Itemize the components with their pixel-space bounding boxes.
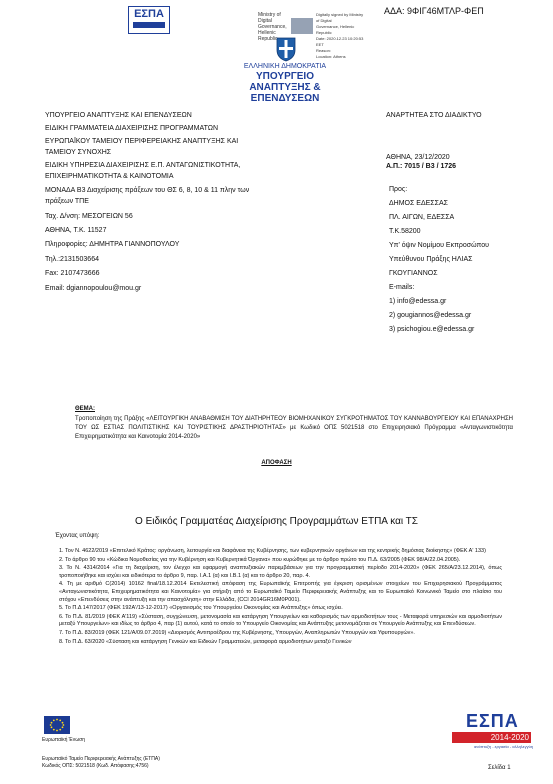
recipient-line: Υπ' όψιν Νομίμου Εκπροσώπου — [389, 242, 489, 249]
signature-line: Date: 2020.12.23 10:20:53 — [316, 36, 364, 41]
signature-line: Location: Athens — [316, 54, 346, 59]
recipient-line: Τ.Κ.58200 — [389, 228, 421, 235]
sender-line: ΕΥΡΩΠΑΪΚΟΥ ΤΑΜΕΙΟΥ ΠΕΡΙΦΕΡΕΙΑΚΗΣ ΑΝΑΠΤΥΞΗΣ ΚΑΙ — [45, 138, 239, 145]
fund-line: Ευρωπαϊκό Ταμείο Περιφερειακής Ανάπτυξης (ΕΤΠΑ) — [42, 756, 160, 762]
list-item: 1. Τον Ν. 4622/2019 «Επιτελικό Κράτος: οργάνωση, λειτουργία και διαφάνεια της Κυβέρνησης, των κυβερνητικών οργάνων και της κεντρικής δημόσιας διοίκησης» (ΦΕΚ Α' 133) — [59, 548, 486, 554]
espa-logo — [128, 6, 170, 34]
sender-line: ΕΠΙΧΕΙΡΗΜΑΤΙΚΟΤΗΤΑ & ΚΑΙΝΟΤΟΜΙΑ — [45, 173, 174, 180]
espa-tagline: ανάπτυξη - εργασία - αλληλεγγύη — [473, 744, 533, 749]
sender-line: ΕΙΔΙΚΗ ΓΡΑΜΜΑΤΕΙΑ ΔΙΑΧΕΙΡΙΣΗΣ ΠΡΟΓΡΑΜΜΑΤΩΝ — [45, 125, 219, 132]
sender-line: Πληροφορίες: ΔΗΜΗΤΡΑ ΓΙΑΝΝΟΠΟΥΛΟΥ — [45, 241, 180, 248]
recipient-email[interactable]: 2) gougiannos@edessa.gr — [389, 312, 472, 319]
page-number: Σελίδα 1 — [488, 765, 511, 771]
decision-label: ΑΠΟΦΑΣΗ — [261, 460, 292, 466]
espa-logo-stripe — [133, 22, 165, 28]
recipient-line: Υπεύθυνου Πράξης ΗΛΙΑΣ — [389, 256, 473, 263]
recipient-line: E-mails: — [389, 284, 415, 291]
eu-label: Ευρωπαϊκή Ένωση — [42, 737, 85, 743]
signature-line: Governance, Hellenic Republic — [316, 24, 355, 35]
sender-line: ΤΑΜΕΙΟΥ ΣΥΝΟΧΗΣ — [45, 149, 112, 156]
list-item: 6. Το Π.Δ. 81/2019 (ΦΕΚ Α'119) «Σύσταση, συγχώνευση, μετονομασία και κατάργηση Υπουργείων και καθορισμός των αρμοδιοτήτων τους - Μεταφορά υπηρεσιών και αρμοδιοτήτων μεταξύ Υπουργείων» και ιδίως το άρθρο 4, παρ (1) αυτού, κατά το οποίο το Υπουργείο Οικονομίας και Ανάπτυξης μετονομάζεται σε Υπουργείο Ανάπτυξης και Επενδύσεων. — [59, 613, 502, 628]
espa-logo-text: ΕΣΠΑ — [134, 8, 164, 20]
espa-2014-2020-logo — [466, 712, 531, 752]
recipient-line: ΔΗΜΟΣ ΕΔΕΣΣΑΣ — [389, 200, 448, 207]
signature-line: Reason: — [316, 48, 331, 53]
sender-line: ΑΘΗΝΑ, Τ.Κ. 11527 — [45, 227, 107, 234]
recipient-line: ΓΚΟΥΓΙΑΝΝΟΣ — [389, 270, 438, 277]
subject-label: ΘΕΜΑ: — [75, 406, 95, 412]
signature-line: Digitally signed by Ministry of Digital — [316, 12, 364, 23]
list-item: 8. Το Π.Δ. 63/2020 «Σύσταση και κατάργηση Γενικών και Ειδικών Γραμματειών, μεταφορά αρμοδιοτήτων μεταξύ Γενικών — [59, 638, 352, 645]
code-line: Κωδικός ΟΠΣ: 5021518 (Κωδ. Απόφασης:4756) — [42, 763, 149, 769]
sender-line: Ταχ. Δ/νση: ΜΕΣΟΓΕΙΩΝ 56 — [45, 213, 133, 220]
espa-years: 2014-2020 — [452, 732, 531, 743]
recipient-block — [389, 185, 549, 339]
protocol-number: Α.Π.: 7015 / Β3 / 1726 — [386, 163, 457, 170]
sender-block — [45, 111, 290, 297]
list-item: 2. Το άρθρο 90 του «Κώδικα Νομοθεσίας για την Κυβέρνηση και Κυβερνητικά Όργανα» που κυρώθηκε με το άρθρο πρώτο του Π.Δ. 63/2005 (ΦΕΚ 98/Α/22.04.2005). — [59, 556, 461, 563]
signature-line: EET — [316, 42, 324, 47]
sender-line: ΕΙΔΙΚΗ ΥΠΗΡΕΣΙΑ ΔΙΑΧΕΙΡΙΣΗΣ Ε.Π. ΑΝΤΑΓΩΝΙΣΤΙΚΟΤΗΤΑ, — [45, 162, 241, 169]
sender-line: Email: dgiannopoulou@mou.gr — [45, 285, 142, 292]
recipient-line: ΠΛ. ΑΙΓΩΝ, ΕΔΕΣΣΑ — [389, 214, 455, 221]
subject-text: Τροποποίηση της Πράξης «ΛΕΙΤΟΥΡΓΙΚΗ ΑΝΑΒΑΘΜΙΣΗ ΤΟΥ ΔΙΑΤΗΡΗΤΕΟΥ ΒΙΟΜΗΧΑΝΙΚΟΥ ΣΥΓΚΡΟΤΗΜΑΤΟΣ ΤΟΥ ΚΑΝΝΑΒΟΥΡΓΕΙΟΥ ΚΑΙ ΕΠΑΝΑΧΡΗΣΗ ΤΟΥ ΩΣ ΕΣΤΙΑΣ ΠΟΛΙΤΙΣΤΙΚΗΣ ΚΑΙ ΤΟΥΡΙΣΤΙΚΗΣ ΔΡΑΣΤΗΡΙΟΤΗΤΑΣ» με Κωδικό ΟΠΣ 5021518 στο Επιχειρησιακό Πρόγραμμα «Ανταγωνιστικότητα Επιχειρηματικότητα και Καινοτομία 2014-2020» — [75, 416, 513, 440]
ministry-title-2: ΑΝΑΠΤΥΞΗΣ & ΕΠΕΝΔΥΣΕΩΝ — [249, 82, 321, 104]
eu-flag-icon — [44, 716, 70, 734]
signature-block-right — [316, 12, 366, 60]
sender-line: Fax: 2107473666 — [45, 270, 100, 277]
considerations-list — [59, 548, 502, 647]
signature-line: Ministry of Digital — [258, 12, 281, 24]
list-item: 5. Το Π.Δ 147/2017 (ΦΕΚ 192Α'/13-12-2017) «Οργανισμός του Υπουργείου Οικονομίας και Ανάπτυξης» όπως ισχύει. — [59, 605, 343, 612]
ministry-title-1: ΥΠΟΥΡΓΕΙΟ — [256, 71, 314, 82]
signature-line: Governance, — [258, 24, 287, 30]
signature-seal-icon — [291, 18, 313, 34]
list-item: 4. Τη με αριθμό C(2014) 10162 final/18.12.2014 Εκτελεστική απόφαση της Ευρωπαϊκής Επιτροπής για έγκριση ορισμένων στοιχείων του Επιχειρησιακού Προγράμματος «Ανταγωνιστικότητα, Επιχειρηματικότητα και Καινοτομία» για στήριξη από το Ευρωπαϊκό Ταμείο Περιφερειακής Ανάπτυξης και το Ευρωπαϊκό Κοινωνικό Ταμείο στο πλαίσιο του στόχου «Επενδύσεις στην ανάπτυξη και την απασχόληση» στην Ελλάδα, (CCI 2014GR16M0P001). — [59, 581, 502, 603]
posting-notice: ΑΝΑΡΤΗΤΕΑ ΣΤΟ ΔΙΑΔΙΚΤΥΟ — [386, 112, 482, 119]
greek-coat-of-arms-icon — [275, 36, 297, 62]
list-item: 7. Το Π.Δ. 83/2019 (ΦΕΚ 121/Α/09.07.2019) «Διορισμός Αντιπροέδρου της Κυβέρνησης, Υπουργών, Αναπληρωτών Υπουργών και Υφυπουργών». — [59, 629, 415, 636]
recipient-email[interactable]: 1) info@edessa.gr — [389, 298, 447, 305]
sender-line: ΜΟΝΑΔΑ Β3 Διαχείρισης πράξεων του ΘΣ 6, 8, 10 & 11 πλην των — [45, 187, 250, 194]
decision-heading: Ο Ειδικός Γραμματέας Διαχείρισης Προγραμμάτων ΕΤΠΑ και ΤΣ — [135, 516, 418, 527]
sender-line: πράξεων ΤΠΕ — [45, 198, 89, 205]
recipient-line: Προς: — [389, 186, 408, 193]
having-in-mind: Έχοντας υπόψη: — [55, 533, 100, 539]
recipient-email[interactable]: 3) psichogiou.e@edessa.gr — [389, 326, 475, 333]
ada-code: ΑΔΑ: 9ΦΙΓ46ΜΤΛΡ-ΦΕΠ — [384, 6, 484, 16]
sender-line: Τηλ.:2131503664 — [45, 256, 99, 263]
document-date: ΑΘΗΝΑ, 23/12/2020 — [386, 154, 450, 161]
list-item: 3. Το Ν. 4314/2014 «Για τη διαχείριση, τον έλεγχο και εφαρμογή αναπτυξιακών παρεμβάσεων για την προγραμματική περίοδο 2014-2020» (ΦΕΚ 265/Α/23.12.2014), όπως τροποποιήθηκε και ισχύει και ειδικότερα το άρθρο 9, παρ. Ι.Α.1 (α) και Ι.Β.1 (α) και το άρθρο 20, παρ. 4. — [59, 565, 502, 579]
espa-name: ΕΣΠΑ — [466, 711, 519, 731]
republic-title: ΕΛΛΗΝΙΚΗ ΔΗΜΟΚΡΑΤΙΑ — [243, 63, 327, 70]
signature-line: Hellenic Republic — [258, 30, 278, 42]
sender-line: ΥΠΟΥΡΓΕΙΟ ΑΝΑΠΤΥΞΗΣ ΚΑΙ ΕΠΕΝΔΥΣΕΩΝ — [45, 112, 192, 119]
